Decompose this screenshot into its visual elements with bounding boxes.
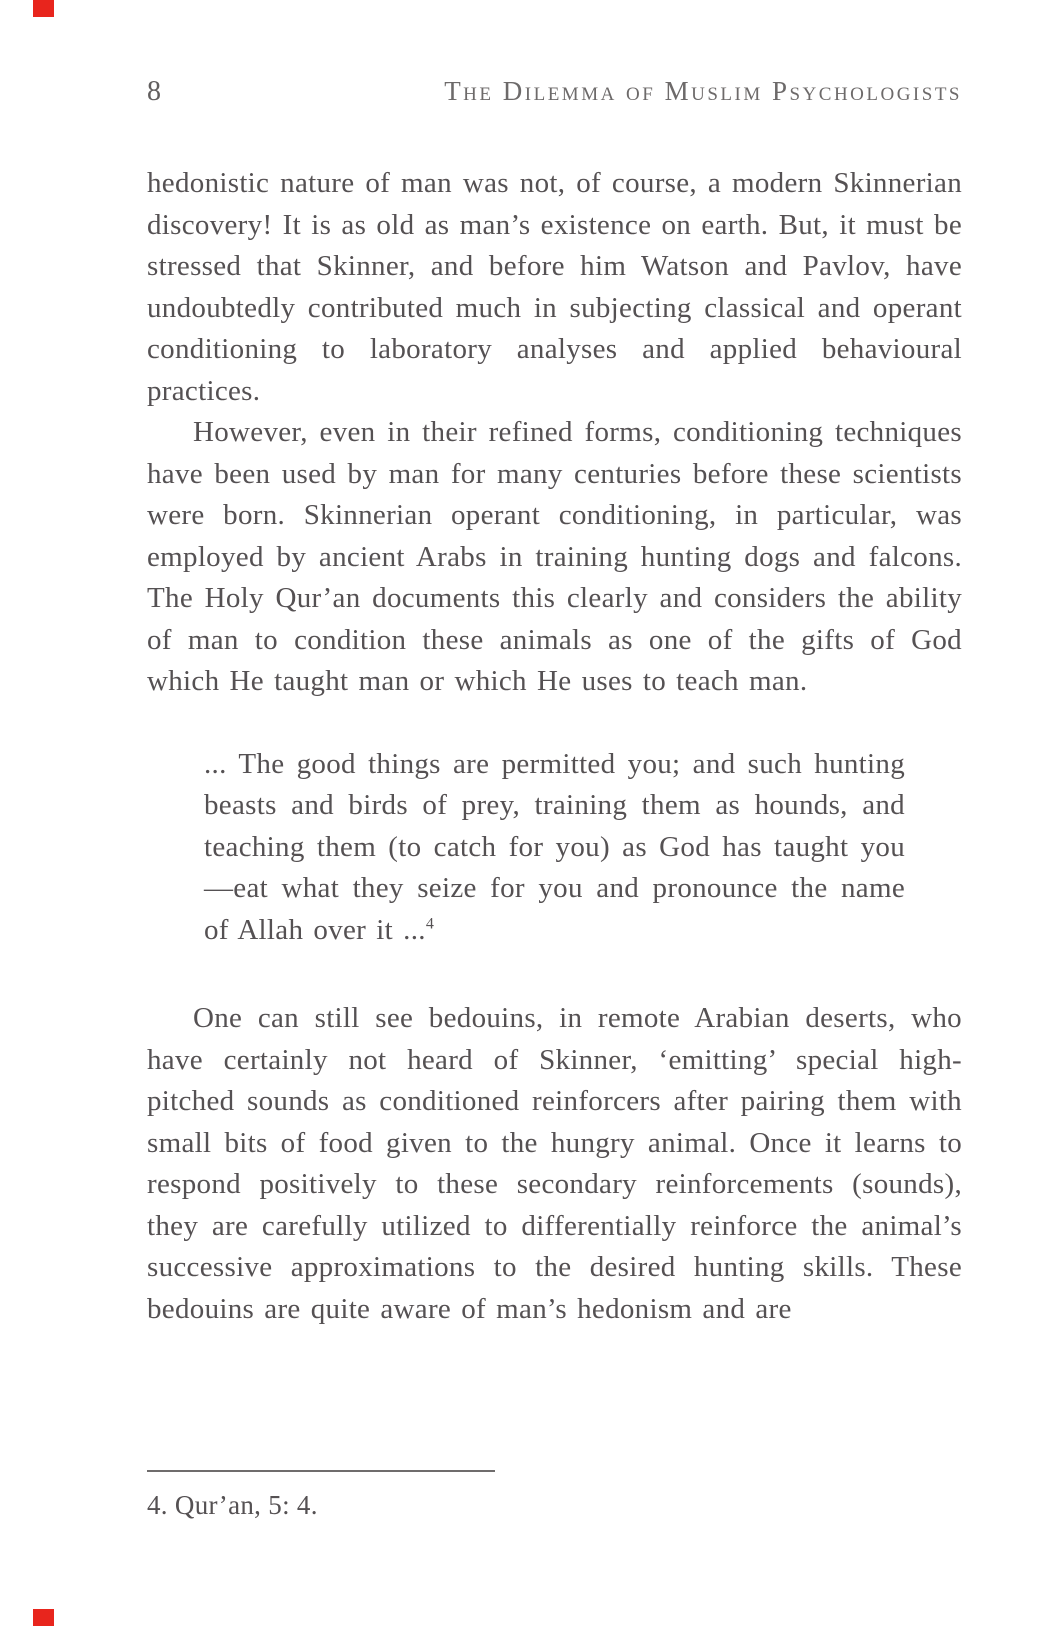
scan-edge-mark-top — [33, 0, 54, 17]
footnote-separator-rule — [147, 1470, 495, 1472]
page-header — [147, 76, 962, 108]
quote-text: ... The good things are permitted you; and such hunting beasts and birds of prey, training them as hounds, and teaching them (to catch for you) as God has taught you—eat what they seize for you and pronounce the name of Allah over it ... — [204, 747, 905, 946]
footnote-reference-4: 4 — [425, 914, 434, 932]
page-number: 8 — [147, 76, 161, 107]
running-head: The Dilemma of Muslim Psychologists — [444, 76, 962, 106]
footnote-area — [147, 1470, 962, 1521]
scan-edge-mark-bottom — [33, 1609, 54, 1626]
footnote-text: 4. Qur’an, 5: 4. — [147, 1490, 318, 1520]
body-text — [147, 163, 962, 1330]
paragraph-bedouins: One can still see bedouins, in remote Arabian deserts, who have certainly not heard of Skinner, ‘emitting’ special high-pitched sounds as conditioned reinforcers after pairing them with small bits of food given to the hungry animal. Once it learns to respond positively to these secondary reinforcements (sounds), they are carefully utilized to differentially reinforce the animal’s successive approximations to the desired hunting skills. These bedouins are quite aware of man’s hedonism and are — [147, 1002, 962, 1325]
quran-block-quote — [204, 744, 905, 952]
paragraph-however-refined-forms: However, even in their refined forms, conditioning techniques have been used by man for many centuries before these scientists were born. Skinnerian operant conditioning, in particular, was employed by ancient Arabs in training hunting dogs and falcons. The Holy Qur’an documents this clearly and considers the ability of man to condition these animals as one of the gifts of God which He taught man or which He uses to teach man. — [147, 416, 962, 697]
paragraph-hedonistic-nature: hedonistic nature of man was not, of course, a modern Skinnerian discovery! It is as old as man’s existence on earth. But, it must be stressed that Skinner, and before him Watson and Pavlov, have undoubtedly contributed much in subjecting classical and operant conditioning to laboratory analyses and applied behavioural practices. — [147, 167, 962, 407]
